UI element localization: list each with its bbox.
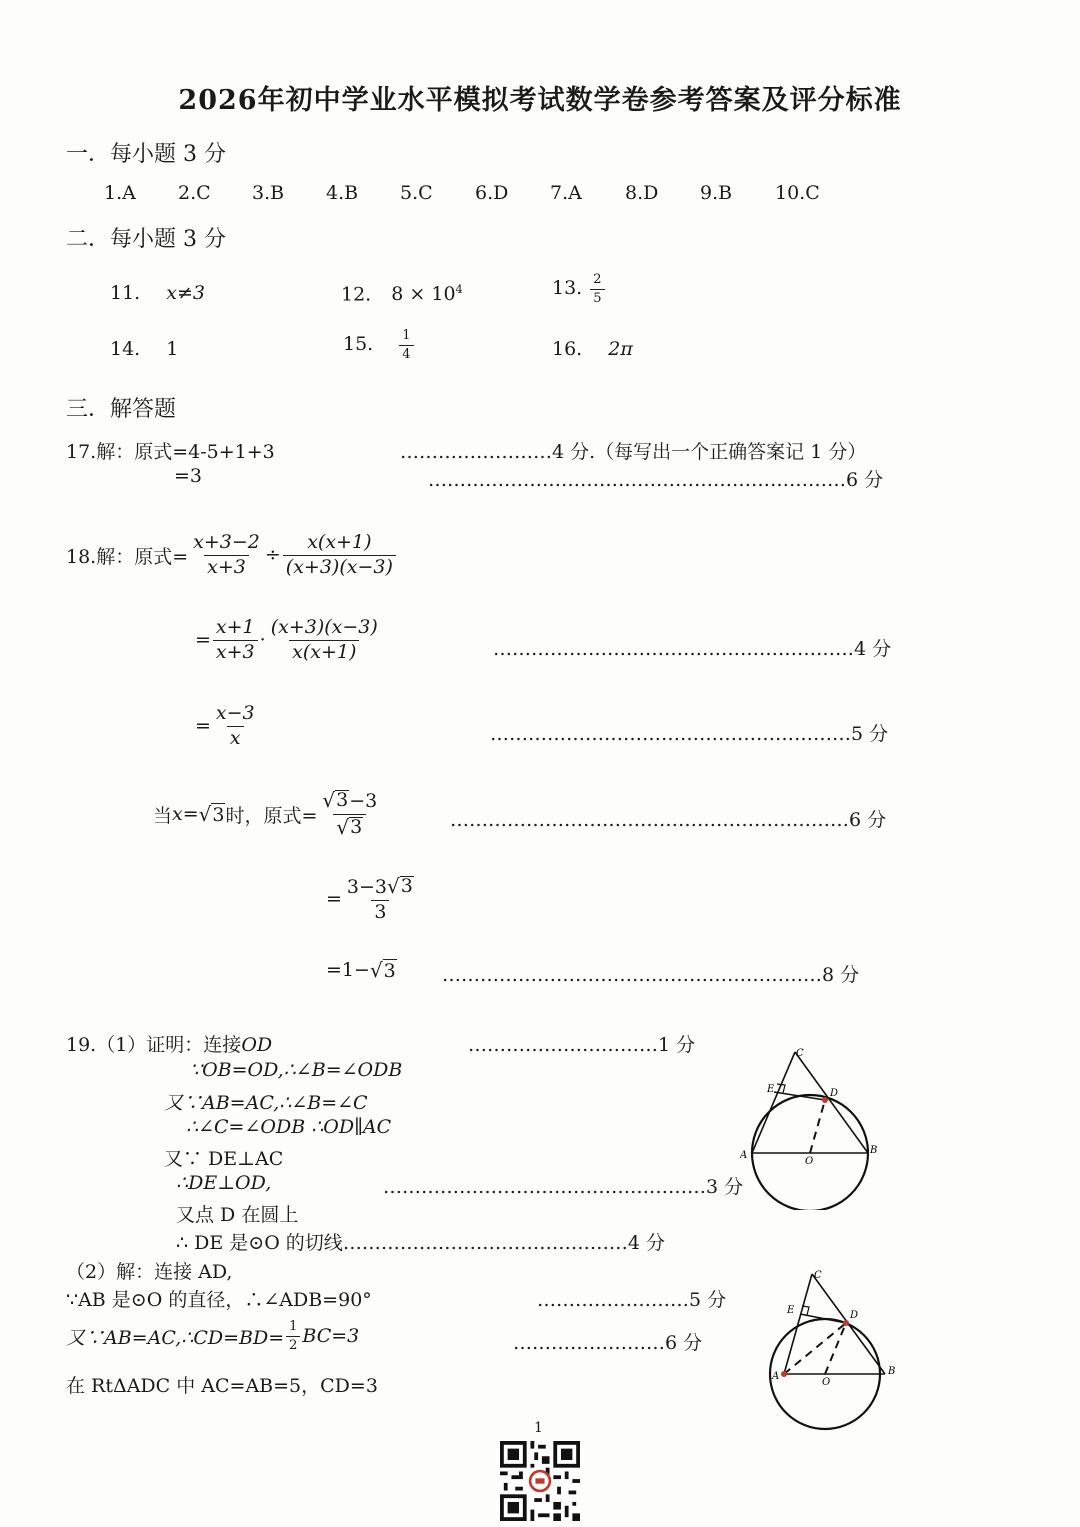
q18-step-3: = $\frac{x-3}{x}$ — [195, 704, 260, 749]
fill-answer-16 — [552, 338, 633, 360]
segment-cb — [795, 1052, 868, 1153]
answer-text: 2π — [608, 338, 633, 360]
fill-answer-11 — [110, 282, 205, 304]
page-title: 2026年初中学业水平模拟考试数学卷参考答案及评分标准 — [178, 85, 902, 116]
point-d — [843, 1320, 849, 1326]
q18-step-1: 18.解：原式= $\frac{x+3-2}{x+3}$ ÷ $\frac{x(x+1)}{(x+3)(x-3)}$ — [66, 533, 398, 578]
fraction: √ 3 −3 √ 3 — [322, 788, 378, 839]
question-number: 11. — [110, 282, 141, 304]
q18-step-2: = $\frac{x+1}{x+3}$ · $\frac{(x+3)(x-3)}{x(x+1)}$ — [195, 618, 383, 663]
q19-score-5: ……………………5 分 — [537, 1289, 727, 1311]
label-b: B — [888, 1366, 896, 1377]
q19-score-1: …………………………1 分 — [468, 1034, 696, 1056]
fraction: $\frac{x-3}{x}$ — [215, 702, 255, 749]
fraction: $\frac{x+3-2}{x+3}$ — [193, 531, 260, 578]
fraction: 3−3 √ 3 3 — [346, 874, 413, 923]
question-number: 14. — [110, 338, 141, 360]
mc-answer: 10.C — [775, 182, 820, 204]
mc-answer: 1.A — [104, 182, 136, 204]
q19-line-8: ∴ DE 是⊙O 的切线………………………………………4 分 — [176, 1232, 665, 1254]
q18-score-5: …………………………………………………5 分 — [490, 723, 889, 745]
q18-step-6: =1− √ 3 — [326, 958, 396, 982]
section-2-heading: 二．每小题 3 分 — [66, 227, 226, 252]
q18-score-8: ……………………………………………………8 分 — [442, 964, 860, 986]
label-a: A — [772, 1371, 780, 1382]
sqrt: √ 3 — [198, 802, 225, 827]
mc-answer: 7.A — [550, 182, 582, 204]
fraction: $\frac{(x+3)(x-3)}{x(x+1)}$ — [270, 616, 378, 663]
point-d — [822, 1097, 828, 1103]
answer-fraction: $\frac{1}{4}$ — [399, 329, 413, 361]
segment-od — [825, 1323, 846, 1374]
mc-answer: 8.D — [625, 182, 659, 204]
segment-ad — [784, 1323, 846, 1374]
q18-step-5: = 3−3 √ 3 3 — [326, 876, 419, 923]
section-1-heading: 一．每小题 3 分 — [66, 142, 226, 167]
q19-line-6: ∴DE⊥OD, — [176, 1172, 272, 1194]
fraction: $\frac{x(x+1)}{(x+3)(x-3)}$ — [283, 533, 396, 578]
q19-part1-head: 19.（1）证明：连接OD — [66, 1034, 273, 1056]
point-a — [781, 1371, 787, 1377]
fraction: $\frac{x+1}{x+3}$ — [213, 618, 258, 663]
answer-text: 1 — [166, 338, 179, 360]
mc-answer: 5.C — [400, 182, 433, 204]
q18-score-4: …………………………………………………4 分 — [493, 638, 892, 660]
q19-line-5: 又∵ DE⊥AC — [164, 1148, 284, 1170]
label-e: E — [767, 1084, 775, 1095]
q18-score-6: ………………………………………………………6 分 — [450, 809, 887, 831]
answer-text: 8 × 10 — [391, 283, 456, 306]
segment-ac — [752, 1052, 795, 1153]
sqrt: √ 3 — [369, 958, 396, 982]
answer-text: x≠3 — [166, 282, 205, 304]
q19-line-2: ∵OB=OD,∴∠B=∠ODB — [190, 1059, 403, 1081]
mc-answer: 6.D — [475, 182, 509, 204]
q17-score-1: ……………………4 分.（每写出一个正确答案记 1 分） — [400, 441, 867, 463]
fill-answer-15 — [343, 329, 416, 361]
q19-line-7: 又点 D 在圆上 — [176, 1204, 299, 1226]
q19-score-6: ……………………6 分 — [513, 1332, 703, 1354]
fraction: $\frac{1}{2}$ — [286, 1320, 300, 1352]
q17-line-1: 17.解：原式=4-5+1+3 — [66, 441, 275, 463]
fill-answer-13 — [552, 273, 607, 305]
q19-score-3: ……………………………………………3 分 — [383, 1176, 744, 1198]
question-number: 15. — [343, 333, 374, 356]
geometry-figure-1 — [740, 1040, 900, 1210]
q17-score-2: …………………………………………………………6 分 — [428, 469, 884, 491]
answer-fraction: $\frac{2}{5}$ — [590, 273, 604, 305]
q18-step-4: 当 x = √ 3 时，原式= √ 3 −3 √ 3 — [153, 790, 382, 839]
q19-part2-line-2: ∵AB 是⊙O 的直径，∴∠ADB=90° — [66, 1289, 372, 1311]
q17-line-2: =3 — [174, 465, 203, 487]
q19-line-3: 又∵AB=AC,∴∠B=∠C — [164, 1092, 368, 1114]
answer-exponent: 4 — [455, 282, 463, 296]
question-number: 16. — [552, 338, 583, 360]
label-o: O — [822, 1377, 831, 1388]
mc-answer: 3.B — [252, 182, 285, 204]
label-b: B — [870, 1145, 878, 1156]
mc-answer: 2.C — [178, 182, 211, 204]
mc-answer: 9.B — [700, 182, 733, 204]
q19-part2-line-3: 又∵AB=AC,∴CD=BD= $\frac{1}{2}$ BC=3 — [66, 1319, 360, 1353]
question-number: 13. — [552, 277, 583, 300]
label-e: E — [787, 1305, 795, 1316]
q19-part2-head: （2）解：连接 AD, — [66, 1261, 233, 1283]
label-c: C — [814, 1270, 822, 1281]
q19-part2-line-4: 在 RtΔADC 中 AC=AB=5，CD=3 — [66, 1375, 378, 1397]
segment-ac — [784, 1274, 812, 1374]
qr-code-icon — [500, 1441, 580, 1521]
label-d: D — [850, 1310, 859, 1321]
section-3-heading: 三．解答题 — [66, 397, 177, 422]
geometry-figure-2 — [760, 1266, 910, 1436]
label-a: A — [740, 1150, 748, 1161]
q19-line-4: ∴∠C=∠ODB ∴OD∥AC — [186, 1116, 392, 1138]
label-d: D — [830, 1088, 839, 1099]
question-number: 12. — [341, 283, 372, 306]
label-o: O — [805, 1156, 814, 1167]
fill-answer-14 — [110, 338, 178, 360]
label-c: C — [796, 1048, 804, 1059]
mc-answer: 4.B — [326, 182, 359, 204]
page-number: 1 — [534, 1420, 543, 1436]
segment-od — [810, 1100, 825, 1153]
fill-answer-12 — [341, 282, 463, 305]
